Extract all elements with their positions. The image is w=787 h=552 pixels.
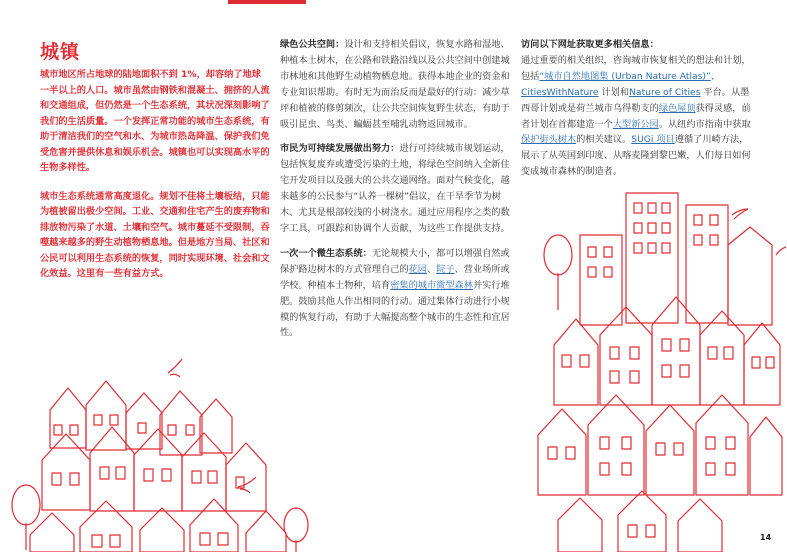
- intro-column: [40, 37, 270, 295]
- nature-of-cities-link[interactable]: Nature of Cities: [629, 86, 701, 98]
- yards-link[interactable]: 院子: [436, 263, 455, 275]
- page-title: 城镇: [40, 41, 81, 63]
- resources-paragraph: [521, 37, 753, 180]
- green-spaces-text: 设计和支持相关倡议，恢复水路和湿地、种植本土树木，在公路和铁路沿线以及公共空间中创建城市林地和其他野生动植物栖息地。获得本地企业的资金和专业知识帮助。有时无为而治反而是最好的行动：减少草坪和植被的修剪频次，让公共空间恢复野生状态，有助于吸引昆虫、鸟类、蝙蝠甚至哺乳动物返回城市。: [280, 39, 510, 130]
- street-trees-link[interactable]: 保护街头树木: [521, 134, 577, 146]
- citizens-lead: 市民为可持续发展做出努力：: [280, 143, 400, 155]
- resources-text-5: 获得灵感，前者计划在首都建造一个: [521, 102, 751, 130]
- new-park-link[interactable]: 大型新公园: [612, 118, 659, 130]
- micro-ecosystem-lead: 一次一个微生态系统：: [280, 247, 372, 259]
- sugi-project-link[interactable]: SUGi 项目: [631, 134, 675, 146]
- micro-separator: 、: [427, 263, 437, 275]
- resources-text-4: 平台。从墨西哥计划或是荷兰城市乌得勒支的: [521, 86, 750, 114]
- urban-nature-atlas-link[interactable]: “城市自然地图集 (Urban Nature Atlas)”: [539, 70, 711, 82]
- resources-text-8: 遵循了川崎方法，展示了从英国到印度、从喀麦隆到黎巴嫩，人们每日如何变成城市森林的制造者。: [521, 134, 751, 178]
- resources-text-3: 计划和: [598, 86, 630, 98]
- town-illustration-left: [0, 355, 420, 552]
- intro-paragraph-2: 城市生态系统通常高度退化。规划不佳将土壤板结，只能为植被留出极少空间。工业、交通和住宅产生的废弃物和排放物污染了水道、土壤和空气。城市蔓延不受限制，吞噬越来越多的野生动植物栖息地。但是地方当局、社区和公民可以利用生态系统的恢复，同时实现环境、社会和文化效益。这里有一些有益方式。: [40, 190, 270, 279]
- top-accent-bar: [228, 0, 306, 4]
- green-spaces-paragraph: [280, 37, 517, 132]
- micro-text-2: 、营业场所或学校。种植本土物种，培育: [280, 263, 510, 291]
- micro-ecosystem-paragraph: [280, 246, 517, 341]
- resources-text-7: 的相关建议。: [576, 134, 632, 146]
- resources-column: [521, 37, 753, 189]
- resources-text-1: 通过重要的相关组织，咨询城市恢复相关的想法和计划，包括: [521, 54, 751, 82]
- resources-lead: 访问以下网址获取更多相关信息：: [521, 39, 659, 50]
- micro-text-1: 无论规模大小，都可以增强自然或保护路边树木的方式管理自己的: [280, 247, 510, 275]
- citizens-paragraph: [280, 141, 517, 236]
- micro-text-3: 并实行堆肥。鼓励其他人作出相同的行动。通过集体行动进行小规模的恢复行动，有助于大幅提高整个城市的生态性和宜居性。: [280, 279, 510, 339]
- city-illustration-right: [518, 175, 787, 552]
- page-number: 14: [760, 533, 772, 542]
- resources-text-2: 、: [710, 70, 720, 82]
- citizens-text: 进行可持续城市规划运动，包括恢复废弃或遭受污染的土地，将绿色空间纳入全新住宅开发项目以及强大的公共交通网络。面对气候变化，越来越多的公民参与“认养一棵树”倡议，在干旱季节为树木、尤其是根部较浅的小树浇水。通过应用程序之类的数字工具，可跟踪和协调个人贡献，为这些工作提供支持。: [280, 143, 510, 234]
- green-roofs-link[interactable]: 绿色屋顶: [658, 102, 696, 114]
- micro-forest-link[interactable]: 密集的城市微型森林: [390, 279, 473, 291]
- green-spaces-lead: 绿色公共空间：: [280, 39, 345, 50]
- citieswithnature-link[interactable]: CitiesWithNature: [521, 86, 599, 98]
- gardens-link[interactable]: 花园: [408, 263, 427, 275]
- intro-paragraph-1: 城市地区所占地球的陆地面积不到 1%，却容纳了地球一半以上的人口。城市虽然由钢铁和混凝土、拥挤的人流和交通组成，但仍然是一个生态系统，其状况深刻影响了我们的生活质量。一个发挥正常功能的城市生态系统，有助于清洁我们的空气和水、为城市热岛降温、保护我们免受危害并提供休息和娱乐机会。城镇也可以实现高水平的生物多样性。: [40, 69, 270, 173]
- actions-column: [280, 37, 517, 350]
- resources-text-6: 。从纽约市指南中获取: [658, 118, 751, 130]
